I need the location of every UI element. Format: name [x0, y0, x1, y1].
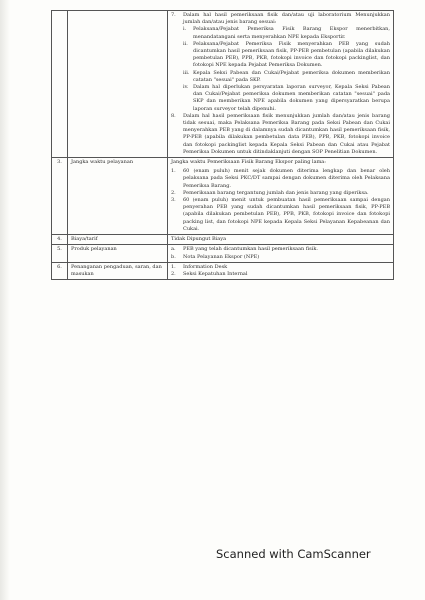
item-text: 60 (enam puluh) menit untuk pembuatan hasil pemeriksaan sampai dengan penyerahan PEB yang sudah dicantumkan hasil pemeriksaan fisik, PP-PEB (apabila dilakukan pembetulan PEB), PPB, PKB, fotokopi invoice dan fotokopi packing list, dan fotokopi NPE kepada Kepala Seksi Pelayanan Kepabeanan dan Cukai.: [183, 197, 390, 232]
item-text: Dalam hal hasil pemeriksaan fisik menunjukkan jumlah dan/atau jenis barang tidak sesuai, maka Pelaksana Pemeriksa Barang pada Seksi Pabean dan Cukai menyerahkan PEB yang di dalamnya sudah dicantumkan hasil pemeriksaan fisik, PP-PEB (apabila dilakukan pembetulan data PEB), PPB, PKB, fotokopi invoice dan fotokopi packinglist kepada Kepala Seksi Pabean dan Cukai atau Pejabat Pemeriksa Dokumen untuk ditindaklanjuti dengan SOP Penelitian Dokumen.: [183, 112, 390, 155]
list-item: [171, 264, 390, 271]
row-label: Biaya/tarif: [68, 235, 168, 245]
list-item: [171, 113, 390, 156]
item-text: Seksi Kepatuhan Internal: [183, 270, 248, 277]
item-text: Nota Pelayanan Ekspor (NPE): [183, 253, 260, 260]
table-row-6: [52, 262, 394, 279]
list-item: [171, 190, 390, 197]
row-number: 4.: [52, 235, 68, 245]
sub-item: [183, 26, 390, 40]
item-marker: b.: [171, 253, 176, 260]
item-marker: 2.: [171, 270, 176, 277]
item-marker: 8.: [171, 112, 176, 119]
item-marker: 1.: [171, 263, 176, 270]
row-content-cell: [168, 11, 394, 158]
list-item: [171, 168, 390, 190]
row-number: 5.: [52, 245, 68, 262]
list-item: [171, 12, 390, 113]
camscanner-watermark: Scanned with CamScanner: [216, 547, 371, 561]
sub-item: [183, 41, 390, 70]
item-text: 60 (enam puluh) menit sejak dokumen diterima lengkap dan benar oleh pelaksana pada Seksi PKC/DT sampai dengan dokumen diterima oleh Pelaksana Pemeriksa Barang.: [183, 168, 390, 189]
item-marker: 2.: [171, 189, 176, 196]
sub-marker: iii.: [183, 69, 190, 76]
table-row-4: [52, 235, 394, 245]
row-content-cell: [168, 262, 394, 279]
sub-text: Dalam hal diperlukan persyaratan laporan surveyor, Kepala Seksi Pabean dan Cukai/Pejabat pemeriksa dokumen memberikan catatan "sesuai" pada SKP dan memberikan NPE apabila dokumen yang dipersyaratkan berupa laporan surveyor telah dipenuhi.: [193, 84, 390, 112]
row-label: Jangka waktu pelayanan: [68, 158, 168, 235]
item-marker: 7.: [171, 12, 176, 18]
sub-item: [183, 84, 390, 113]
sub-text: Kepala Seksi Pabean dan Cukai/Pejabat pemeriksa dokumen memberikan catatan "sesuai" pada SKP.: [193, 69, 390, 83]
list-item: [171, 271, 390, 278]
item-text: Dalam hal hasil pemeriksaan fisik dan/atau uji laboratorium Menunjukkan jumlah dan/atau jenis barang sesuai:: [183, 12, 390, 26]
sub-text: Pelaksana/Pejabat Pemeriksa Fisik Barang Ekspor menerbitkan, menandatangani serta menyerahkan NPE kepada Eksportir.: [193, 26, 390, 40]
row-label: Penanganan pengaduan, saran, dan masukan: [68, 262, 168, 279]
list-item: [171, 197, 390, 233]
scan-edge-shadow: [0, 0, 10, 600]
row-label: Produk pelayanan: [68, 245, 168, 262]
table-row-5: [52, 245, 394, 262]
item-marker: 1.: [171, 168, 176, 175]
row-number: 6.: [52, 262, 68, 279]
item-text: Information Desk: [183, 263, 228, 270]
table-row-3: [52, 158, 394, 235]
item-text: PEB yang telah dicantumkan hasil pemeriksaan fisik.: [183, 246, 318, 253]
list-item: [171, 254, 390, 261]
table-row-continuation: [52, 11, 394, 158]
item-marker: a.: [171, 246, 176, 253]
sub-marker: iv.: [183, 84, 189, 91]
sub-text: Pelaksana/Pejabat Pemeriksa Fisik menyerahkan PEB yang sudah dicantumkan hasil pemeriksaan fisik, PP-PEB pembetulan (apabila dilakukan pembetulan PEB), PPB, PKB, fotokopi invoice dan fotokopi packinglist, dan fotokopi NPE kepada Pejabat Pemeriksa Dokumen.: [193, 40, 390, 69]
service-standard-table: [51, 10, 394, 280]
row-label-cell: [68, 11, 168, 158]
row-content: Tidak Dipungut Biaya: [168, 235, 394, 245]
row-number: 3.: [52, 158, 68, 235]
item-text: Pemeriksaan barang tergantung jumlah dan jenis barang yang diperiksa.: [183, 189, 369, 196]
row-content-cell: [168, 245, 394, 262]
row-number-cell: [52, 11, 68, 158]
sub-marker: i.: [183, 26, 187, 33]
item-marker: 3.: [171, 197, 176, 204]
sub-item: [183, 70, 390, 84]
row-intro: Jangka waktu Pemeriksaan Fisik Barang Ekspor paling lama:: [171, 159, 326, 166]
list-item: [171, 246, 390, 253]
sub-marker: ii.: [183, 40, 188, 47]
row-content-cell: [168, 158, 394, 235]
